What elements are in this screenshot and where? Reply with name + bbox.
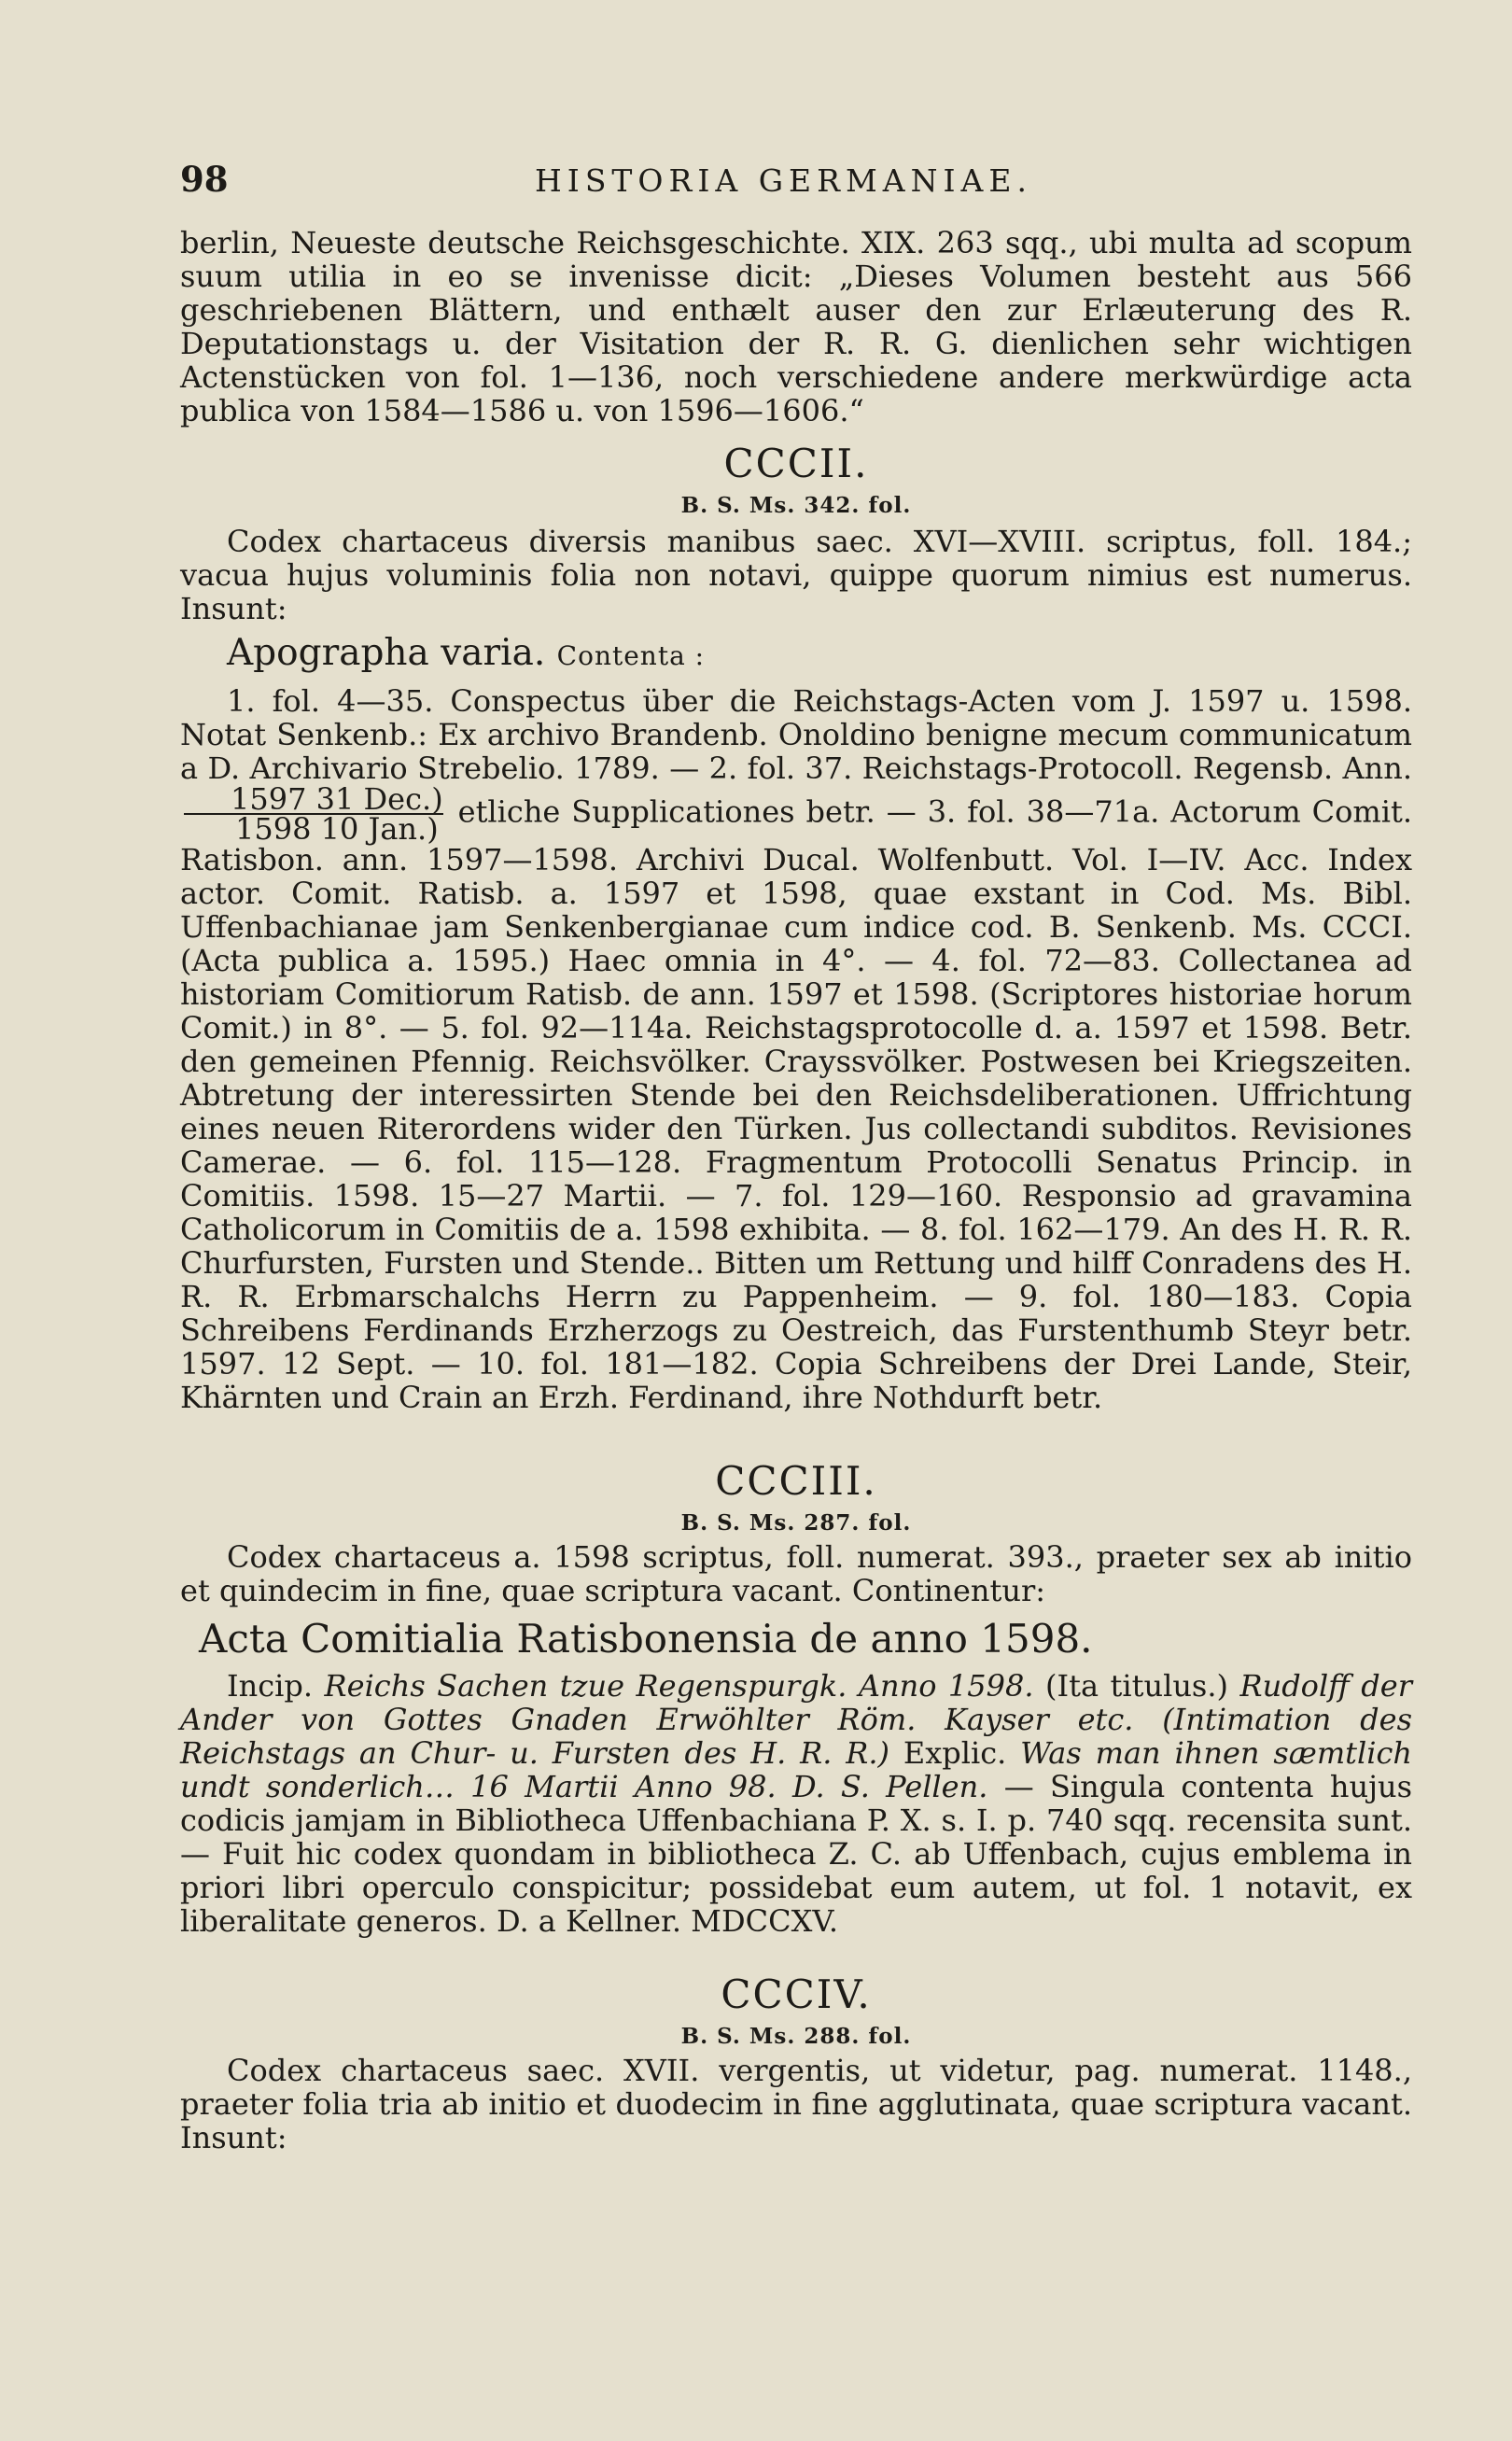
codex-304-shelfmark: B. S. Ms. 288. fol. bbox=[680, 2024, 912, 2049]
explicit-label: Explic. bbox=[903, 1735, 1007, 1771]
codex-303-number: CCCIII. bbox=[715, 1458, 877, 1504]
running-title: HISTORIA GERMANIAE. bbox=[535, 162, 1032, 199]
explicit-text: Was man ihnen sæmtlich undt sonderlich… 16 Martii Anno 98. D. S. Pellen. bbox=[180, 1735, 1413, 1804]
codex-303-block bbox=[180, 1540, 1412, 1938]
intro-paragraph: berlin, Neueste deutsche Reichsgeschichte. XIX. 263 sqq., ubi multa ad scopum suum utilia in eo se invenisse dicit: „Dieses Volumen besteht aus 566 geschriebenen Blättern, und enthælt auser den zur Erlæuterung des R. Deputationstags u. der Visitation der R. R. G. dienlichen sehr wichtigen Actenstücken von fol. 1—136, noch verschiedene andere merkwürdige acta publica von 1584—1586 u. von 1596—1606.“ bbox=[180, 225, 1412, 428]
codex-302-contents-a: 1. fol. 4—35. Conspectus über die Reichstags-Acten vom J. 1597 u. 1598. Notat Senkenb.: Ex archivo Brandenb. Onoldino benigne mecum communicatum a D. Archivario Strebelio. 1789. — 2. fol. 37. Reichstags-Protocoll. Regensb. Ann. bbox=[180, 683, 1412, 786]
page-header bbox=[180, 159, 1412, 205]
fraction-bottom: 1598 10 Jan.) bbox=[235, 811, 439, 847]
codex-303-title: Acta Comitialia Ratisbonensia de anno 1598. bbox=[199, 1616, 1093, 1662]
codex-304-description: Codex chartaceus saec. XVII. vergentis, ut videtur, pag. numerat. 1148., praeter folia tria ab initio et duodecim in fine agglutinata, quae scriptura vacant. Insunt: bbox=[180, 2053, 1412, 2155]
codex-302-contenta: Contenta : bbox=[556, 640, 706, 671]
codex-302-description: Codex chartaceus diversis manibus saec. XVI—XVIII. scriptus, foll. 184.; vacua hujus voluminis folia non notavi, quippe quorum nimius est numerus. Insunt: bbox=[180, 524, 1412, 626]
codex-303-shelfmark: B. S. Ms. 287. fol. bbox=[680, 1510, 912, 1536]
reichstag-date-fraction bbox=[184, 781, 443, 847]
incipit-note: (Ita titulus.) bbox=[1045, 1668, 1229, 1704]
codex-302-shelfmark: B. S. Ms. 342. fol. bbox=[680, 493, 912, 518]
codex-303-notes: — Singula contenta hujus codicis jamjam in Bibliotheca Uffenbachiana P. X. s. I. p. 740 sqq. recensita sunt. — Fuit hic codex quondam in bibliotheca Z. C. ab Uffenbach, cujus emblema in priori libri operculo conspicitur; possidebat eum autem, ut fol. 1 notavit, ex liberalitate generos. D. a Kellner. MDCCXV. bbox=[180, 1769, 1413, 1939]
codex-302-title-line bbox=[227, 631, 1412, 679]
codex-302-number: CCCII. bbox=[723, 441, 869, 486]
codex-303-incipit bbox=[180, 1669, 1412, 1938]
intro-block bbox=[180, 226, 1412, 428]
incipit-text: Reichs Sachen tzue Regenspurgk. Anno 1598. bbox=[324, 1668, 1034, 1704]
codex-302-contents bbox=[180, 684, 1412, 1414]
codex-303-description: Codex chartaceus a. 1598 scriptus, foll. numerat. 393., praeter sex ab initio et quindecim in fine, quae scriptura vacant. Continentur: bbox=[180, 1539, 1412, 1608]
codex-304-block bbox=[180, 2054, 1412, 2154]
codex-302-block bbox=[180, 525, 1412, 1414]
incipit-label: Incip. bbox=[227, 1668, 314, 1704]
codex-304-number: CCCIV. bbox=[721, 1971, 872, 2017]
codex-302-title: Apographa varia. bbox=[227, 632, 546, 674]
codex-302-contents-b: etliche Supplicationes betr. — 3. fol. 38—71a. Actorum Comit. Ratisbon. ann. 1597—1598. Archivi Ducal. Wolfenbutt. Vol. I—IV. Acc. Index actor. Comit. Ratisb. a. 1597 et 1598, quae exstant in Cod. Ms. Bibl. Uffenbachianae jam Senkenbergianae cum indice cod. B. Senkenb. Ms. CCCI. (Acta publica a. 1595.) Haec omnia in 4°. — 4. fol. 72—83. Collectanea ad historiam Comitiorum Ratisb. de ann. 1597 et 1598. (Scriptores historiae horum Comit.) in 8°. — 5. fol. 92—114a. Reichstagsprotocolle d. a. 1597 et 1598. Betr. den gemeinen Pfennig. Reichsvölker. Crayssvölker. Postwesen bei Kriegszeiten. Abtretung der interessirten Stende bei den Reichsdeliberationen. Uffrichtung eines neuen Riterordens wider den Türken. Jus collectandi subditos. Revisiones Camerae. — 6. fol. 115—128. Fragmentum Protocolli Senatus Princip. in Comitiis. 1598. 15—27 Martii. — 7. fol. 129—160. Responsio ad gravamina Catholicorum in Comitiis de a. 1598 exhibita. — 8. fol. 162—179. An des H. R. R. Churfursten, Fursten und Stende.. Bitten um Rettung und hilff Conradens des H. R. R. Erbmarschalchs Herrn zu Pappenheim. — 9. fol. 180—183. Copia Schreibens Ferdinands Erzherzogs zu Oestreich, das Furstenthumb Steyr betr. 1597. 12 Sept. — 10. fol. 181—182. Copia Schreibens der Drei Lande, Steir, Khärnten und Crain an Erzh. Ferdinand, ihre Nothdurft betr. bbox=[180, 793, 1413, 1415]
incipit-text-2: Rudolff der Ander von Gottes Gnaden Erwöhlter Röm. Kayser etc. (Intimation des Reichstags an Chur- u. Fursten des H. R. R.) bbox=[180, 1668, 1413, 1771]
fraction-top: 1597 31 Dec.) bbox=[184, 785, 443, 815]
page-number: 98 bbox=[180, 159, 229, 200]
